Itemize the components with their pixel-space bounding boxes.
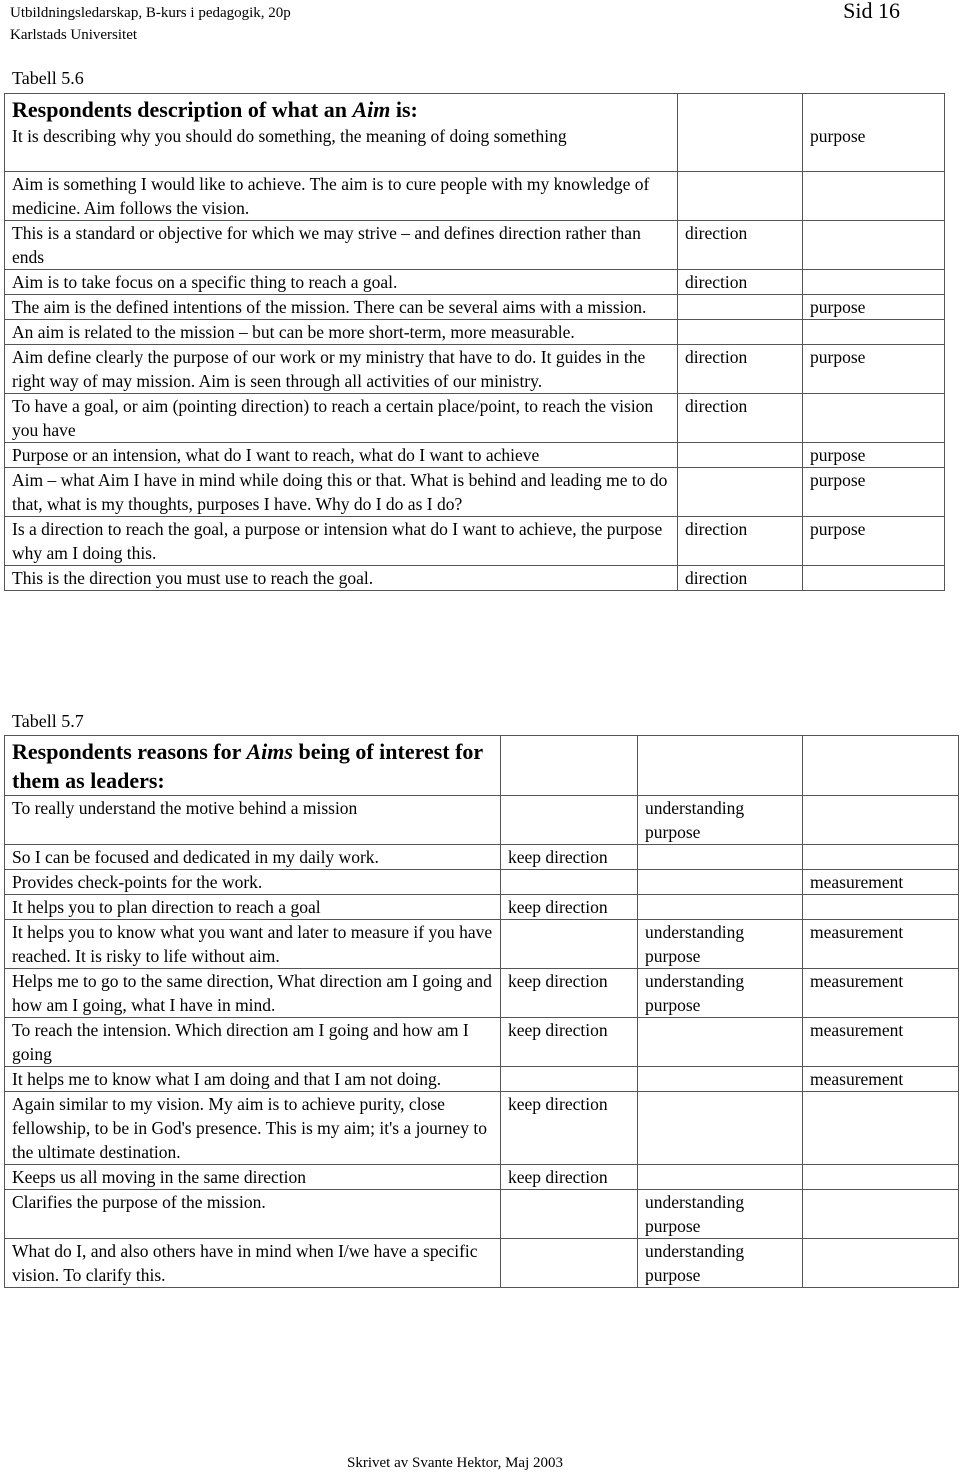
keep-direction-cell: keep direction bbox=[501, 1165, 638, 1190]
table-row bbox=[5, 969, 959, 1018]
table-5-6-caption: Tabell 5.6 bbox=[12, 68, 84, 88]
direction-cell: direction bbox=[678, 221, 803, 270]
row-reason: It helps me to know what I am doing and that I am not doing. bbox=[5, 1067, 501, 1092]
measurement-cell: measurement bbox=[803, 1018, 959, 1067]
table-row bbox=[5, 895, 959, 920]
understanding-purpose-cell bbox=[638, 1092, 803, 1165]
row-reason: So I can be focused and dedicated in my daily work. bbox=[5, 845, 501, 870]
understanding-purpose-cell: understanding purpose bbox=[638, 969, 803, 1018]
page-footer: Skrivet av Svante Hektor, Maj 2003 bbox=[346, 1455, 564, 1471]
table-row bbox=[5, 1239, 959, 1288]
row-reason: Helps me to go to the same direction, What direction am I going and how am I going, what I have in mind. bbox=[5, 969, 501, 1018]
row-description: To have a goal, or aim (pointing direction) to reach a certain place/point, to reach the vision you have bbox=[5, 394, 678, 443]
measurement-cell bbox=[803, 1165, 959, 1190]
direction-cell bbox=[678, 124, 803, 172]
row-description: Aim is to take focus on a specific thing to reach a goal. bbox=[5, 270, 678, 295]
table-row bbox=[5, 796, 959, 845]
table-row bbox=[5, 394, 945, 443]
direction-cell bbox=[678, 468, 803, 517]
purpose-cell bbox=[803, 172, 945, 221]
row-reason: Keeps us all moving in the same direction bbox=[5, 1165, 501, 1190]
table-row bbox=[5, 468, 945, 517]
table-row bbox=[5, 1165, 959, 1190]
table-heading-row bbox=[5, 94, 945, 125]
row-reason: It helps you to plan direction to reach a goal bbox=[5, 895, 501, 920]
university-name: Karlstads Universitet bbox=[10, 27, 138, 43]
table-heading-row bbox=[5, 736, 959, 796]
table-row bbox=[5, 920, 959, 969]
table-row bbox=[5, 566, 945, 591]
row-description: Purpose or an intension, what do I want to reach, what do I want to achieve bbox=[5, 443, 678, 468]
row-reason: Again similar to my vision. My aim is to achieve purity, close fellowship, to be in God's presence. This is my aim; it's a journey to the ultimate destination. bbox=[5, 1092, 501, 1165]
table-heading: Respondents description of what an Aim is: bbox=[5, 94, 678, 125]
table-5-7 bbox=[4, 735, 959, 1288]
row-reason: It helps you to know what you want and later to measure if you have reached. It is risky to life without aim. bbox=[5, 920, 501, 969]
table-heading: Respondents reasons for Aims being of interest for them as leaders: bbox=[5, 736, 501, 796]
row-description: Is a direction to reach the goal, a purpose or intension what do I want to achieve, the purpose why am I doing this. bbox=[5, 517, 678, 566]
table-5-7-caption: Tabell 5.7 bbox=[12, 711, 84, 731]
purpose-cell: purpose bbox=[803, 124, 945, 172]
understanding-purpose-cell bbox=[638, 1165, 803, 1190]
keep-direction-cell bbox=[501, 870, 638, 895]
measurement-cell bbox=[803, 845, 959, 870]
row-reason: Provides check-points for the work. bbox=[5, 870, 501, 895]
direction-cell: direction bbox=[678, 517, 803, 566]
keep-direction-cell bbox=[501, 1239, 638, 1288]
measurement-cell bbox=[803, 1239, 959, 1288]
keep-direction-cell: keep direction bbox=[501, 969, 638, 1018]
direction-cell bbox=[678, 320, 803, 345]
table-5-6 bbox=[4, 93, 945, 591]
table-row bbox=[5, 845, 959, 870]
keep-direction-cell: keep direction bbox=[501, 1092, 638, 1165]
direction-cell bbox=[678, 172, 803, 221]
measurement-cell bbox=[803, 796, 959, 845]
row-description: Aim define clearly the purpose of our work or my ministry that have to do. It guides in the right way of may mission. Aim is seen through all activities of our ministry. bbox=[5, 345, 678, 394]
row-reason: To really understand the motive behind a mission bbox=[5, 796, 501, 845]
purpose-cell: purpose bbox=[803, 443, 945, 468]
table-row bbox=[5, 517, 945, 566]
purpose-cell bbox=[803, 320, 945, 345]
measurement-cell bbox=[803, 895, 959, 920]
keep-direction-cell: keep direction bbox=[501, 845, 638, 870]
table-row bbox=[5, 270, 945, 295]
understanding-purpose-cell: understanding purpose bbox=[638, 796, 803, 845]
row-reason: Clarifies the purpose of the mission. bbox=[5, 1190, 501, 1239]
row-description: Aim – what Aim I have in mind while doing this or that. What is behind and leading me to do that, what is my thoughts, purposes I have. Why do I do as I do? bbox=[5, 468, 678, 517]
keep-direction-cell: keep direction bbox=[501, 1018, 638, 1067]
direction-cell bbox=[678, 443, 803, 468]
understanding-purpose-cell: understanding purpose bbox=[638, 1239, 803, 1288]
understanding-purpose-cell bbox=[638, 845, 803, 870]
keep-direction-cell: keep direction bbox=[501, 895, 638, 920]
purpose-cell: purpose bbox=[803, 517, 945, 566]
purpose-cell bbox=[803, 270, 945, 295]
keep-direction-cell bbox=[501, 1190, 638, 1239]
table-row bbox=[5, 1092, 959, 1165]
row-description: The aim is the defined intentions of the mission. There can be several aims with a mission. bbox=[5, 295, 678, 320]
row-description: An aim is related to the mission – but can be more short-term, more measurable. bbox=[5, 320, 678, 345]
table-row bbox=[5, 295, 945, 320]
keep-direction-cell bbox=[501, 920, 638, 969]
row-description: This is the direction you must use to reach the goal. bbox=[5, 566, 678, 591]
purpose-cell: purpose bbox=[803, 345, 945, 394]
understanding-purpose-cell bbox=[638, 870, 803, 895]
direction-cell: direction bbox=[678, 566, 803, 591]
keep-direction-cell bbox=[501, 796, 638, 845]
measurement-cell: measurement bbox=[803, 920, 959, 969]
understanding-purpose-cell bbox=[638, 1018, 803, 1067]
understanding-purpose-cell: understanding purpose bbox=[638, 920, 803, 969]
row-description: It is describing why you should do something, the meaning of doing something bbox=[5, 124, 678, 172]
row-reason: What do I, and also others have in mind when I/we have a specific vision. To clarify this. bbox=[5, 1239, 501, 1288]
table-row bbox=[5, 1190, 959, 1239]
measurement-cell: measurement bbox=[803, 969, 959, 1018]
understanding-purpose-cell: understanding purpose bbox=[638, 1190, 803, 1239]
course-title: Utbildningsledarskap, B-kurs i pedagogik, 20p bbox=[10, 5, 291, 21]
understanding-purpose-cell bbox=[638, 895, 803, 920]
direction-cell: direction bbox=[678, 270, 803, 295]
measurement-cell: measurement bbox=[803, 1067, 959, 1092]
row-reason: To reach the intension. Which direction am I going and how am I going bbox=[5, 1018, 501, 1067]
purpose-cell bbox=[803, 566, 945, 591]
row-description: Aim is something I would like to achieve. The aim is to cure people with my knowledge of medicine. Aim follows the vision. bbox=[5, 172, 678, 221]
direction-cell bbox=[678, 295, 803, 320]
table-row bbox=[5, 221, 945, 270]
table-row bbox=[5, 320, 945, 345]
row-description: This is a standard or objective for which we may strive – and defines direction rather than ends bbox=[5, 221, 678, 270]
table-row bbox=[5, 345, 945, 394]
keep-direction-cell bbox=[501, 1067, 638, 1092]
table-row bbox=[5, 172, 945, 221]
purpose-cell: purpose bbox=[803, 295, 945, 320]
measurement-cell bbox=[803, 1190, 959, 1239]
direction-cell: direction bbox=[678, 394, 803, 443]
page-header bbox=[10, 2, 291, 46]
table-row bbox=[5, 124, 945, 172]
purpose-cell bbox=[803, 394, 945, 443]
direction-cell: direction bbox=[678, 345, 803, 394]
purpose-cell: purpose bbox=[803, 468, 945, 517]
understanding-purpose-cell bbox=[638, 1067, 803, 1092]
measurement-cell: measurement bbox=[803, 870, 959, 895]
purpose-cell bbox=[803, 221, 945, 270]
table-row bbox=[5, 1067, 959, 1092]
measurement-cell bbox=[803, 1092, 959, 1165]
table-row bbox=[5, 443, 945, 468]
page-number: Sid 16 bbox=[843, 0, 900, 23]
table-row bbox=[5, 870, 959, 895]
table-row bbox=[5, 1018, 959, 1067]
